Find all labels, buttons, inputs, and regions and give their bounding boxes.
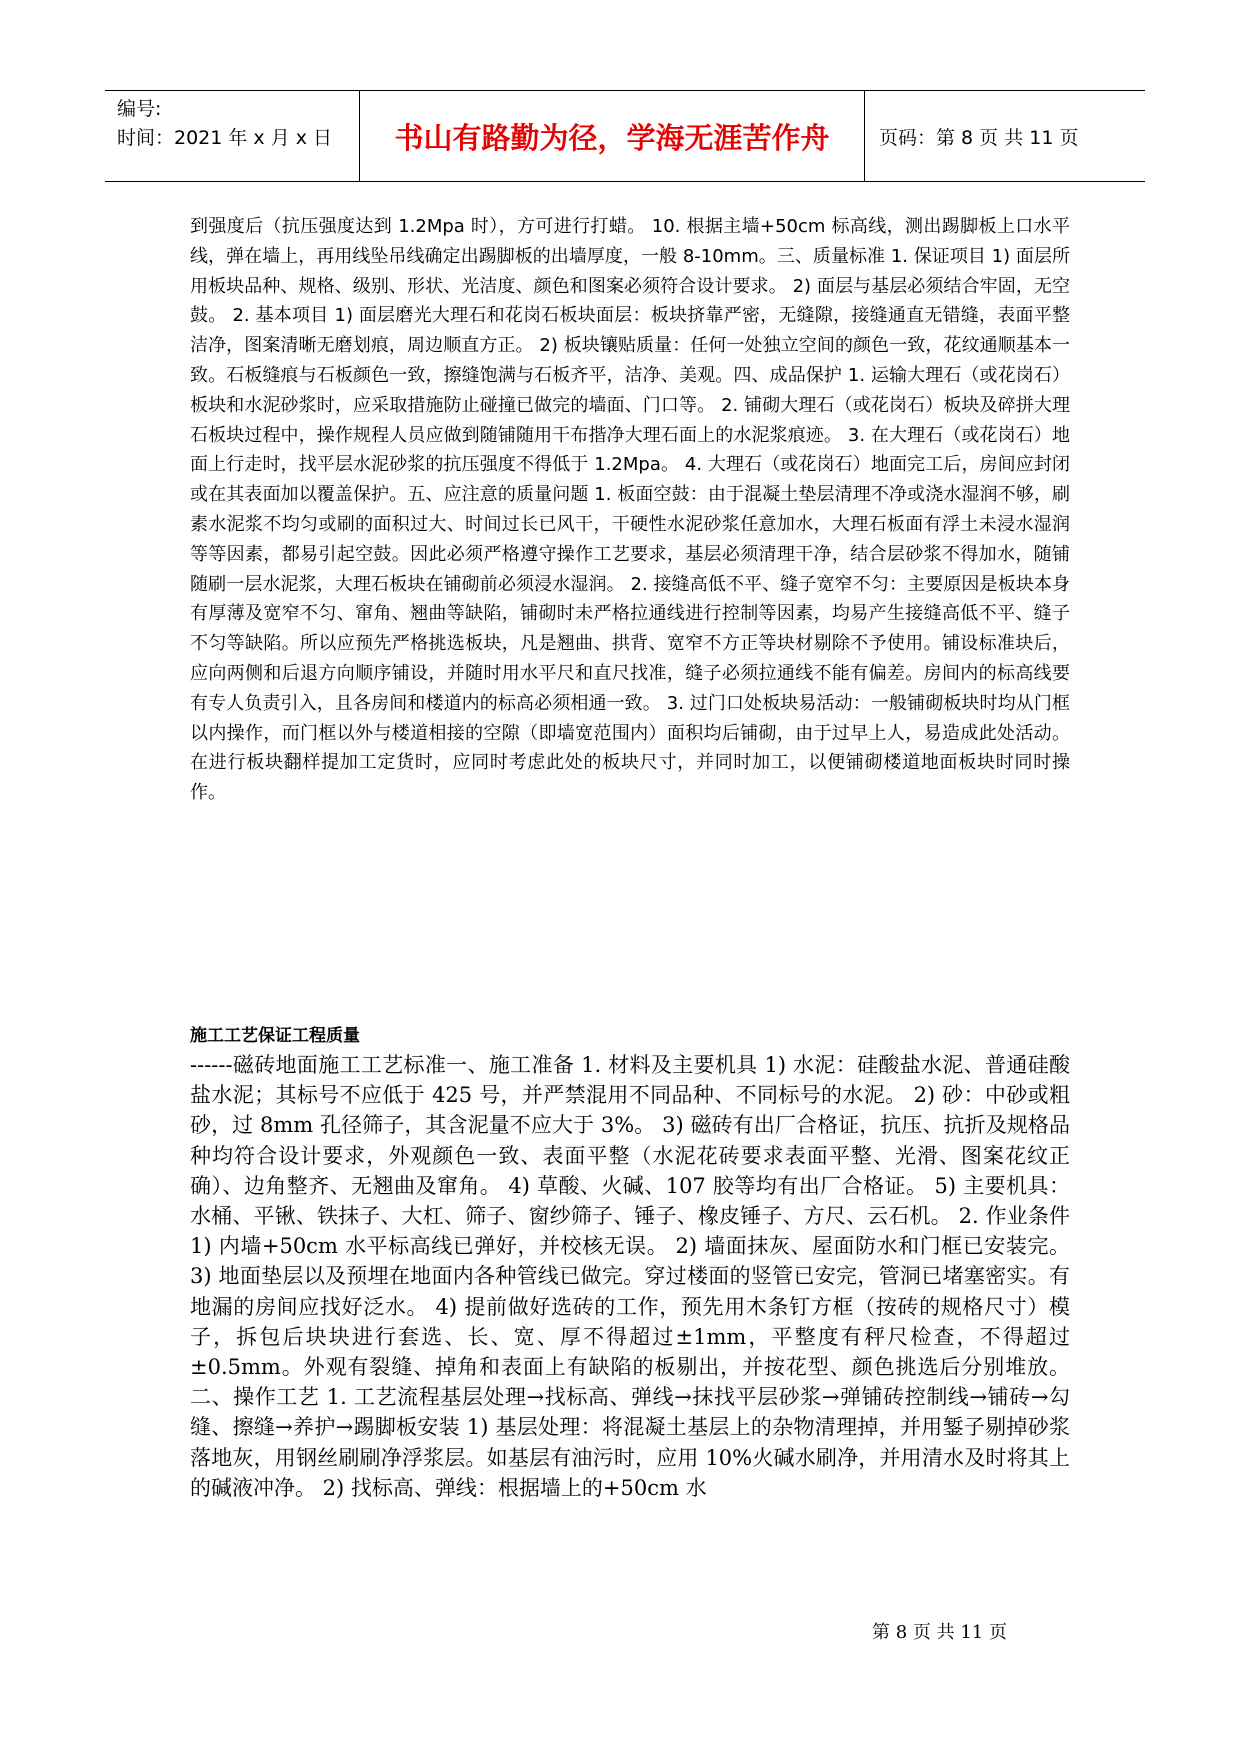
section-title: 施工工艺保证工程质量 [190,1026,360,1046]
section-paragraph: ------磁砖地面施工工艺标准一、施工准备 1. 材料及主要机具 1) 水泥：硅酸盐水泥、普通硅酸盐水泥；其标号不应低于 425 号，并严禁混用不同品种、不同标号的水泥。 2) 砂：中砂或粗砂，过 8mm 孔径筛子，其含泥量不应大于 3%。 3) 磁砖有出厂合格证，抗压、抗折及规格品种均符合设计要求，外观颜色一致、表面平整（水泥花砖要求表面平整、光滑、图案花纹正确）、边角整齐、无翘曲及窜角。 4) 草酸、火碱、107 胶等均有出厂合格证。 5) 主要机具：水桶、平锹、铁抹子、大杠、筛子、窗纱筛子、锤子、橡皮锤子、方尺、云石机。 2. 作业条件 1) 内墙+50cm 水平标高线已弹好，并校核无误。 2) 墙面抹灰、屋面防水和门框已安装完。 3) 地面垫层以及预埋在地面内各种管线已做完。穿过楼面的竖管已安完，管洞已堵塞密实。有地漏的房间应找好泛水。 4) 提前做好选砖的工作，预先用木条钉方框（按砖的规格尺寸）模子，拆包后块块进行套选、长、宽、厚不得超过±1mm，平整度有秤尺检查，不得超过±0.5mm。外观有裂缝、掉角和表面上有缺陷的板剔出，并按花型、颜色挑选后分别堆放。二、操作工艺 1. 工艺流程基层处理→找标高、弹线→抹找平层砂浆→弹铺砖控制线→铺砖→勾缝、擦缝→养护→踢脚板安装 1) 基层处理：将混凝土基层上的杂物清理掉，并用錾子剔掉砂浆落地灰，用钢丝刷刷净浮浆层。如基层有油污时，应用 10%火碱水刷净，并用清水及时将其上的碱液冲净。 2) 找标高、弹线：根据墙上的+50cm 水 [190,1053,1070,1500]
page-header [105,90,1145,182]
header-meta-cell [105,91,360,181]
document-number-label: 编号: [117,98,162,120]
body-paragraph: 到强度后（抗压强度达到 1.2Mpa 时），方可进行打蜡。 10. 根据主墙+50cm 标高线，测出踢脚板上口水平线，弹在墙上，再用线坠吊线确定出踢脚板的出墙厚度，一般 8-10mm。三、质量标准 1. 保证项目 1) 面层所用板块品种、规格、级别、形状、光洁度、颜色和图案必须符合设计要求。 2) 面层与基层必须结合牢固，无空鼓。 2. 基本项目 1) 面层磨光大理石和花岗石板块面层：板块挤靠严密，无缝隙，接缝通直无错缝，表面平整洁净，图案清晰无磨划痕，周边顺直方正。 2) 板块镶贴质量：任何一处独立空间的颜色一致，花纹通顺基本一致。石板缝痕与石板颜色一致，擦缝饱满与石板齐平，洁净、美观。四、成品保护 1. 运输大理石（或花岗石）板块和水泥砂浆时，应采取措施防止碰撞已做完的墙面、门口等。 2. 铺砌大理石（或花岗石）板块及碎拼大理石板块过程中，操作规程人员应做到随铺随用干布揩净大理石面上的水泥浆痕迹。 3. 在大理石（或花岗石）地面上行走时，找平层水泥砂浆的抗压强度不得低于 1.2Mpa。 4. 大理石（或花岗石）地面完工后，房间应封闭或在其表面加以覆盖保护。五、应注意的质量问题 1. 板面空鼓：由于混凝土垫层清理不净或浇水湿润不够，刷素水泥浆不均匀或刷的面积过大、时间过长已风干，干硬性水泥砂浆任意加水，大理石板面有浮土未浸水湿润等等因素，都易引起空鼓。因此必须严格遵守操作工艺要求，基层必须清理干净，结合层砂浆不得加水，随铺随刷一层水泥浆，大理石板块在铺砌前必须浸水湿润。 2. 接缝高低不平、缝子宽窄不匀：主要原因是板块本身有厚薄及宽窄不匀、窜角、翘曲等缺陷，铺砌时未严格拉通线进行控制等因素，均易产生接缝高低不平、缝子不匀等缺陷。所以应预先严格挑选板块，凡是翘曲、拱背、宽窄不方正等块材剔除不予使用。铺设标准块后，应向两侧和后退方向顺序铺设，并随时用水平尺和直尺找准，缝子必须拉通线不能有偏差。房间内的标高线要有专人负责引入，且各房间和楼道内的标高必须相通一致。 3. 过门口处板块易活动：一般铺砌板块时均从门框以内操作，而门框以外与楼道相接的空隙（即墙宽范围内）面积均后铺砌，由于过早上人，易造成此处活动。在进行板块翻样提加工定货时，应同时考虑此处的板块尺寸，并同时加工，以便铺砌楼道地面板块时同时操作。 [190,216,1070,804]
document-time-label: 时间：2021 年 x 月 x 日 [117,127,333,149]
header-motto: 书山有路勤为径，学海无涯苦作舟 [360,91,865,181]
page-footer: 第 8 页 共 11 页 [872,1622,1007,1643]
header-page-info: 页码：第 8 页 共 11 页 [879,126,1079,149]
